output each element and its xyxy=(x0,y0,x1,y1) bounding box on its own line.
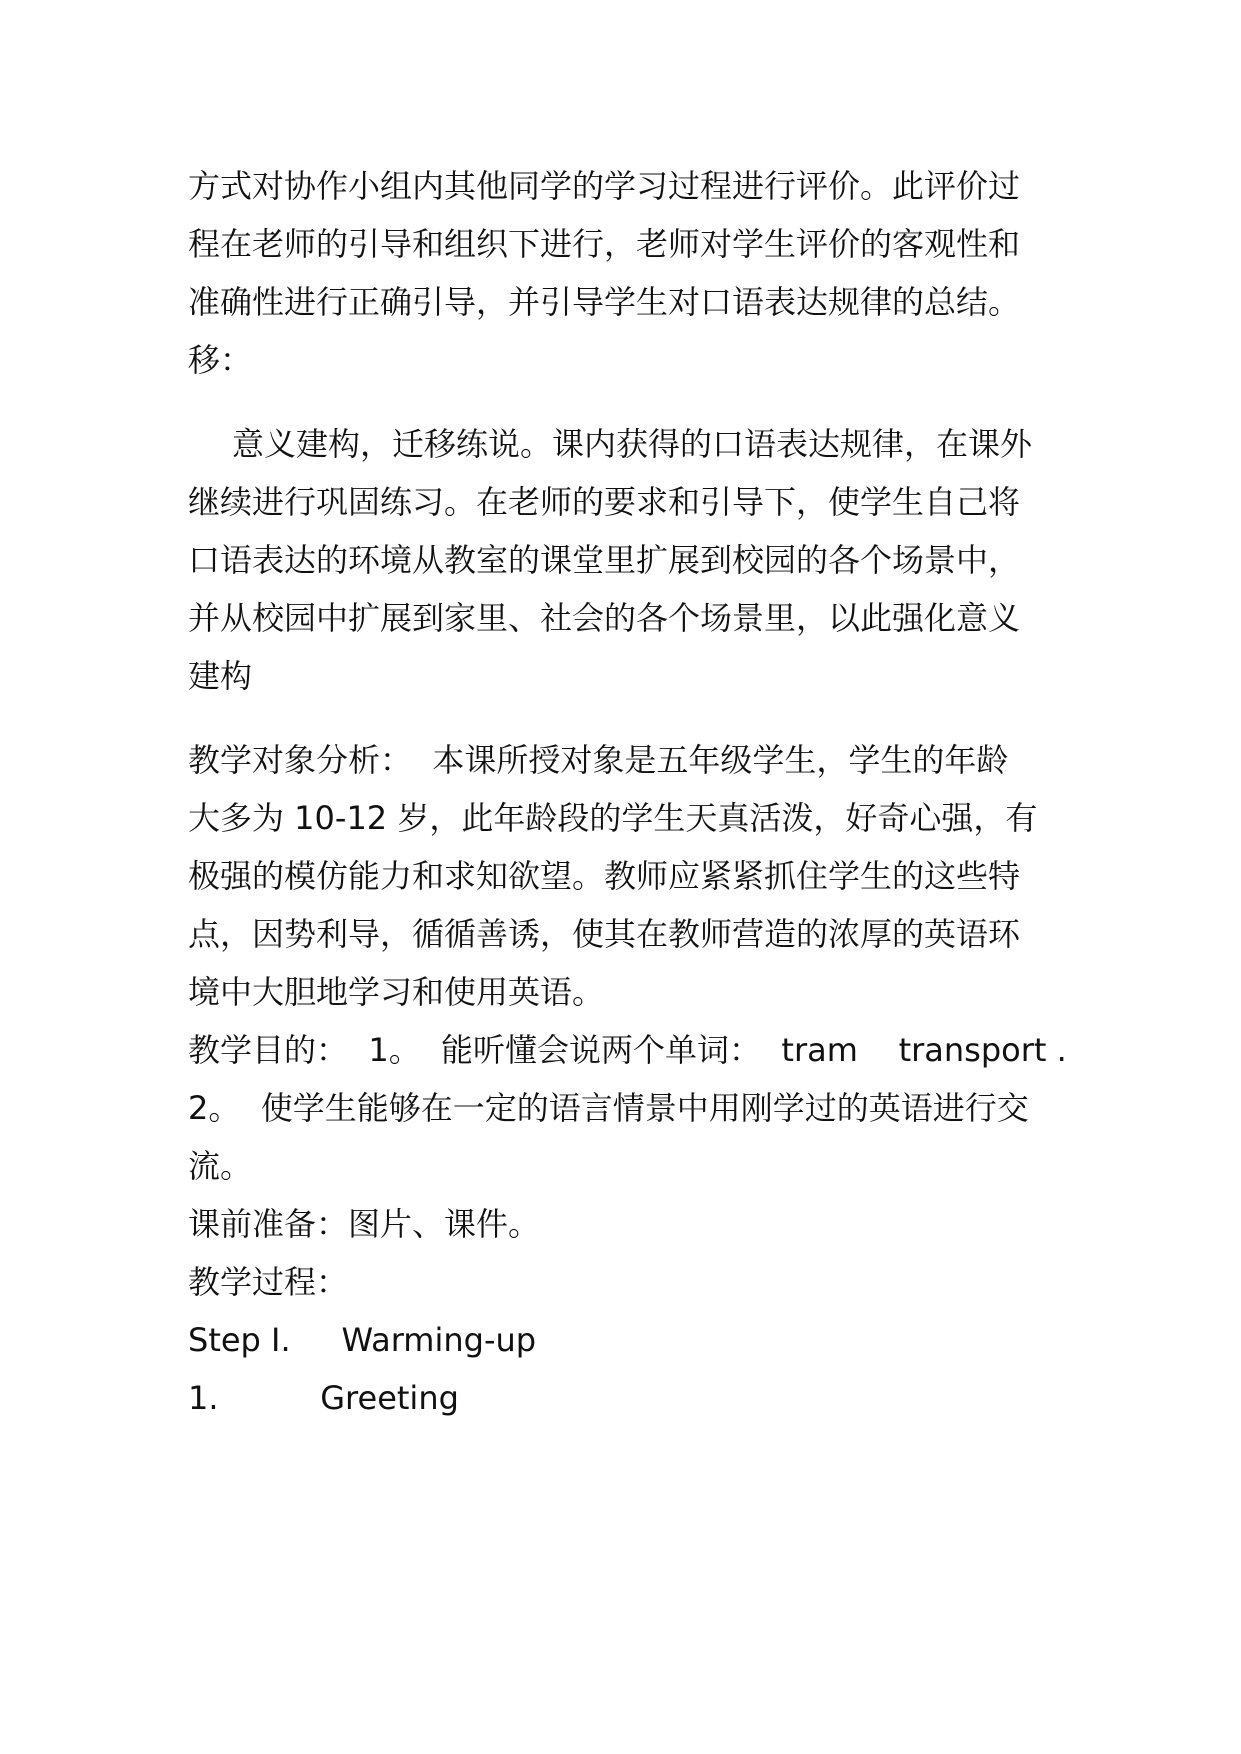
step-item: 1. Greeting xyxy=(188,1379,459,1417)
objective-line: 流。 xyxy=(188,1147,253,1185)
paragraph-line: 极强的模仿能力和求知欲望。教师应紧紧抓住学生的这些特 xyxy=(188,857,1021,895)
paragraph-line: 继续进行巩固练习。在老师的要求和引导下，使学生自己将 xyxy=(188,483,1021,521)
paragraph-line: 并从校园中扩展到家里、社会的各个场景里，以此强化意义 xyxy=(188,599,1021,637)
paragraph-line: 教学对象分析： 本课所授对象是五年级学生，学生的年龄 xyxy=(188,741,1009,779)
process-heading: 教学过程： xyxy=(188,1263,349,1301)
paragraph-line: 准确性进行正确引导，并引导学生对口语表达规律的总结。 xyxy=(188,283,1021,321)
objective-line: 教学目的： 1。 能听懂会说两个单词： tram transport . xyxy=(188,1031,1067,1069)
paragraph-line: 大多为 10-12 岁，此年龄段的学生天真活泼，好奇心强，有 xyxy=(188,799,1038,837)
paragraph-line: 建构 xyxy=(188,657,253,695)
paragraph-line: 方式对协作小组内其他同学的学习过程进行评价。此评价过 xyxy=(188,167,1021,205)
objective-line: 2。 使学生能够在一定的语言情景中用刚学过的英语进行交 xyxy=(188,1089,1029,1127)
paragraph-line: 程在老师的引导和组织下进行，老师对学生评价的客观性和 xyxy=(188,225,1021,263)
paragraph-line: 口语表达的环境从教室的课堂里扩展到校园的各个场景中， xyxy=(188,541,1021,579)
paragraph-line: 意义建构，迁移练说。课内获得的口语表达规律，在课外 xyxy=(232,425,1033,463)
preparation-line: 课前准备：图片、课件。 xyxy=(188,1205,541,1243)
paragraph-line: 点，因势利导，循循善诱，使其在教师营造的浓厚的英语环 xyxy=(188,915,1021,953)
step-heading: Step I. Warming-up xyxy=(188,1321,537,1359)
paragraph-line: 移： xyxy=(188,341,253,379)
paragraph-line: 境中大胆地学习和使用英语。 xyxy=(188,973,605,1011)
